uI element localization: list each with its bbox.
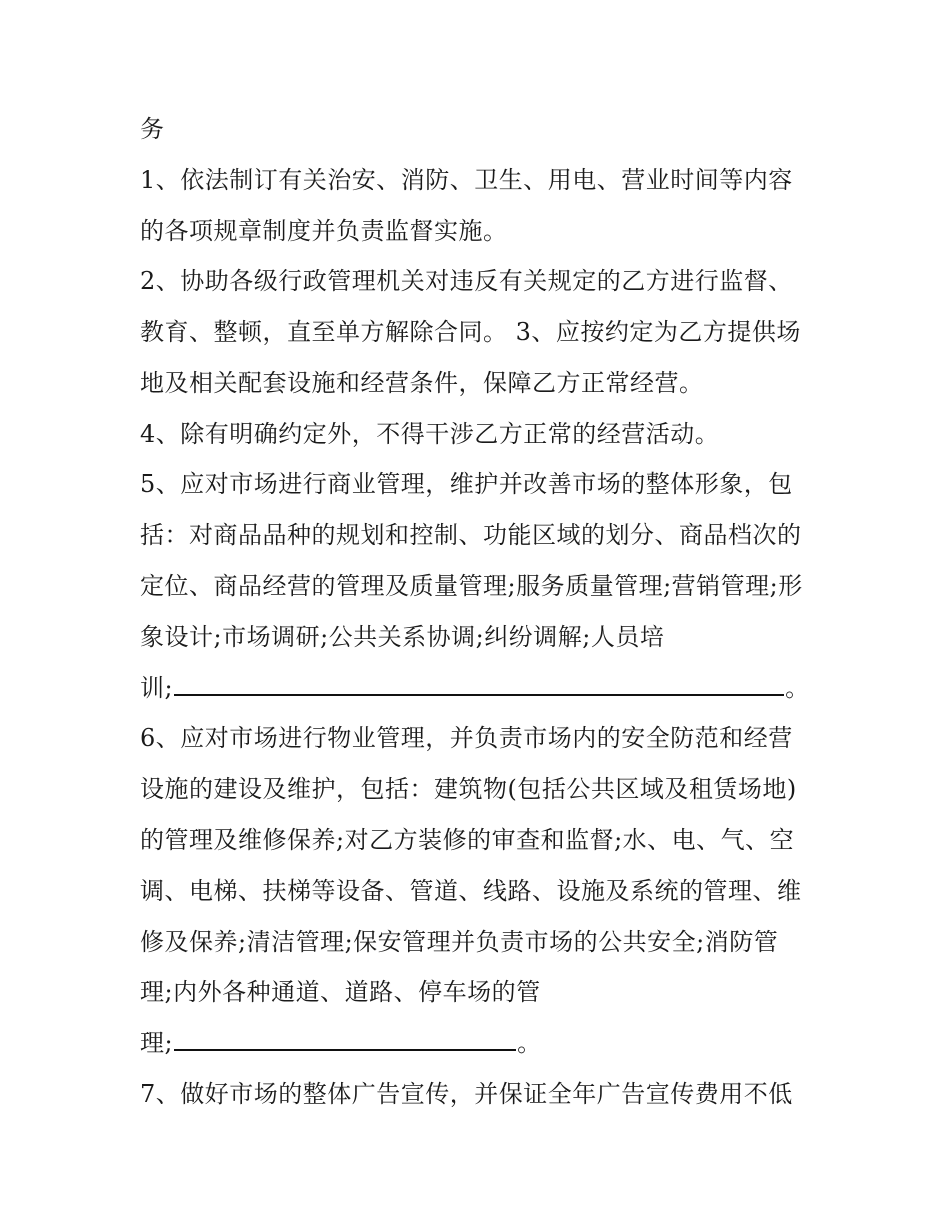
text-line: 2、协助各级行政管理机关对违反有关规定的乙方进行监督、 (140, 267, 793, 295)
line-prefix: 训; (140, 674, 174, 702)
text-line: 7、做好市场的整体广告宣传，并保证全年广告宣传费用不低 (140, 1080, 793, 1108)
text-line: 括：对商品品种的规划和控制、功能区域的划分、商品档次的 (140, 521, 802, 549)
text-line: 定位、商品经营的管理及质量管理;服务质量管理;营销管理;形 (140, 572, 803, 600)
text-line: 6、应对市场进行物业管理，并负责市场内的安全防范和经营 (140, 724, 793, 752)
line-suffix: 。 (517, 1029, 542, 1057)
text-line: 务 (140, 115, 165, 143)
text-line: 1、依法制订有关治安、消防、卫生、用电、营业时间等内容 (140, 166, 793, 194)
text-line: 的管理及维修保养;对乙方装修的审查和监督;水、电、气、空 (140, 826, 795, 854)
line-prefix: 理; (140, 1029, 174, 1057)
blank-field (174, 1048, 516, 1051)
text-line: 象设计;市场调研;公共关系协调;纠纷调解;人员培 (140, 623, 665, 651)
fill-in-line (140, 1028, 830, 1058)
line-suffix: 。 (785, 674, 810, 702)
text-line: 调、电梯、扶梯等设备、管道、线路、设施及系统的管理、维 (140, 877, 802, 905)
text-line: 设施的建设及维护，包括：建筑物(包括公共区域及租赁场地) (140, 775, 797, 803)
text-line: 4、除有明确约定外，不得干涉乙方正常的经营活动。 (140, 420, 720, 448)
text-line: 5、应对市场进行商业管理，维护并改善市场的整体形象，包 (140, 470, 793, 498)
text-line: 理;内外各种通道、道路、停车场的管 (140, 978, 541, 1006)
text-line: 的各项规章制度并负责监督实施。 (140, 217, 508, 245)
text-line: 教育、整顿，直至单方解除合同。 3、应按约定为乙方提供场 (140, 318, 801, 346)
fill-in-line (140, 673, 830, 703)
blank-field (174, 693, 784, 696)
text-line: 地及相关配套设施和经营条件，保障乙方正常经营。 (140, 369, 704, 397)
text-line: 修及保养;清洁管理;保安管理并负责市场的公共安全;消防管 (140, 928, 779, 956)
